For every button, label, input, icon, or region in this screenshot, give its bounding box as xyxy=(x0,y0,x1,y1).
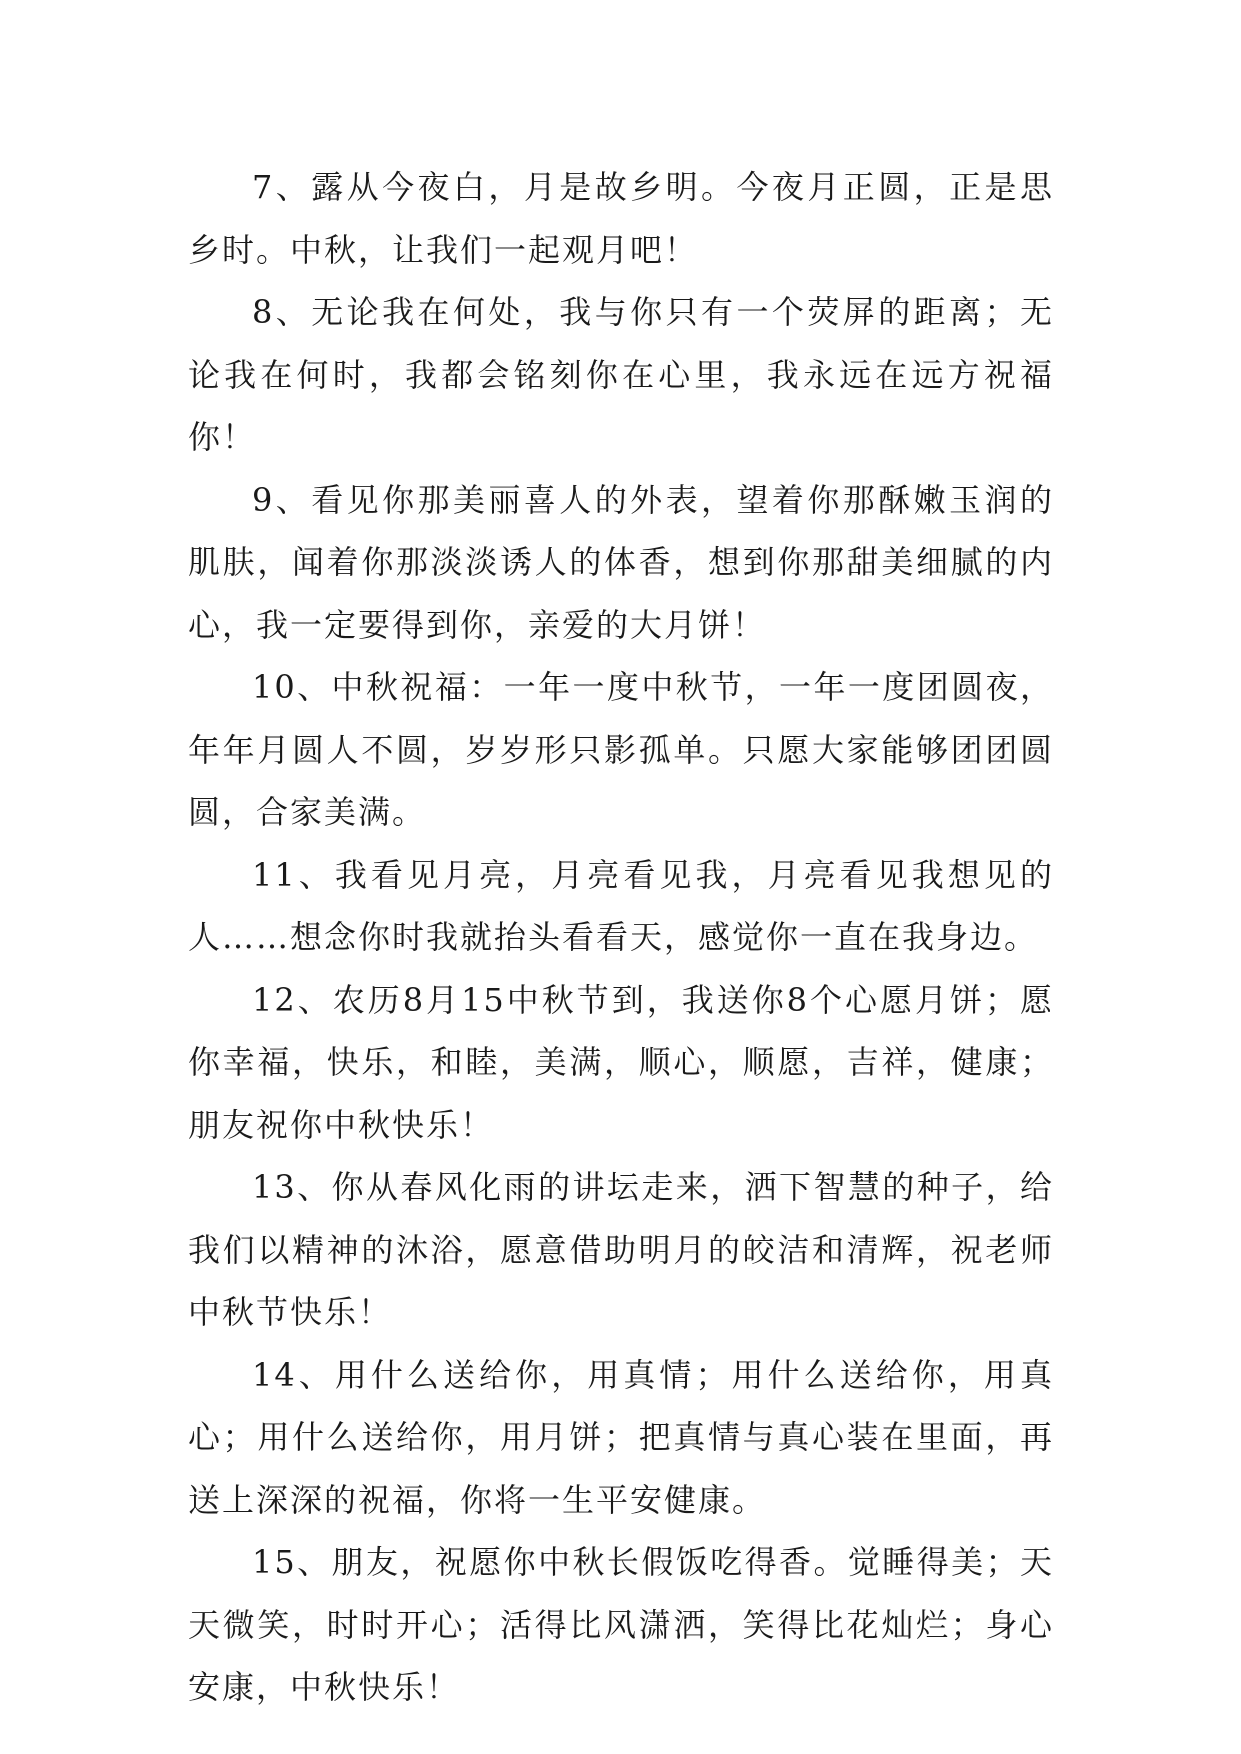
document-body xyxy=(188,156,1054,1719)
paragraph-7: 7、露从今夜白，月是故乡明。今夜月正圆，正是思乡时。中秋，让我们一起观月吧！ xyxy=(188,168,1054,269)
paragraph-9: 9、看见你那美丽喜人的外表，望着你那酥嫩玉润的肌肤，闻着你那淡淡诱人的体香，想到你那甜美细腻的内心，我一定要得到你，亲爱的大月饼！ xyxy=(188,480,1054,644)
paragraph-11: 11、我看见月亮，月亮看见我，月亮看见我想见的人……想念你时我就抬头看看天，感觉你一直在我身边。 xyxy=(188,855,1054,956)
paragraph-14: 14、用什么送给你，用真情；用什么送给你，用真心；用什么送给你，用月饼；把真情与真心装在里面，再送上深深的祝福，你将一生平安健康。 xyxy=(188,1355,1054,1519)
paragraph-15: 15、朋友，祝愿你中秋长假饭吃得香。觉睡得美；天天微笑，时时开心；活得比风潇洒，笑得比花灿烂；身心安康，中秋快乐！ xyxy=(188,1543,1054,1706)
paragraph-10: 10、中秋祝福：一年一度中秋节，一年一度团圆夜，年年月圆人不圆，岁岁形只影孤单。只愿大家能够团团圆圆，合家美满。 xyxy=(188,668,1054,831)
paragraph-12: 12、农历8月15中秋节到，我送你8个心愿月饼；愿你幸福，快乐，和睦，美满，顺心，顺愿，吉祥，健康；朋友祝你中秋快乐！ xyxy=(188,980,1054,1144)
paragraph-8: 8、无论我在何处，我与你只有一个荧屏的距离；无论我在何时，我都会铭刻你在心里，我永远在远方祝福你！ xyxy=(188,293,1054,456)
paragraph-13: 13、你从春风化雨的讲坛走来，洒下智慧的种子，给我们以精神的沐浴，愿意借助明月的皎洁和清辉，祝老师中秋节快乐！ xyxy=(188,1168,1054,1331)
